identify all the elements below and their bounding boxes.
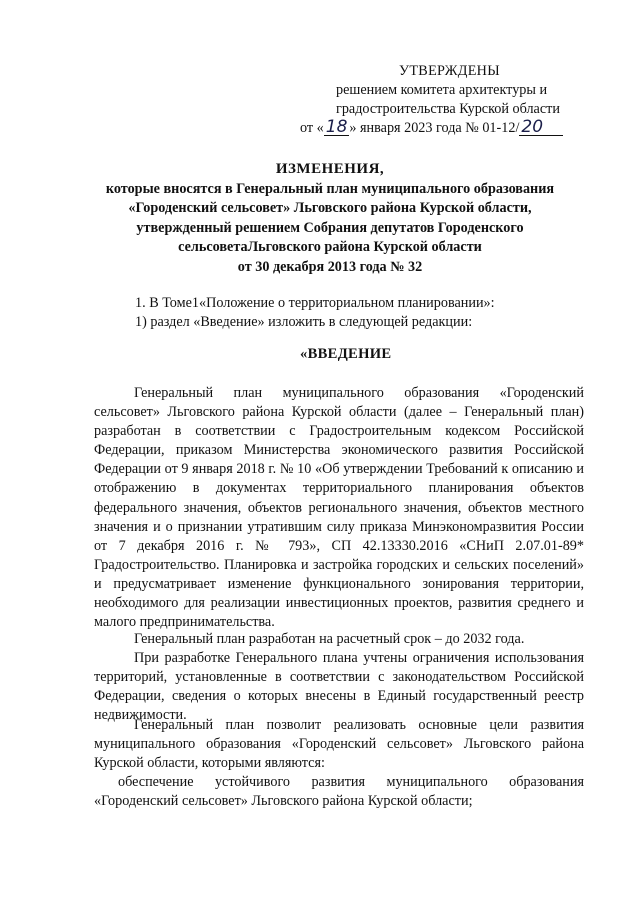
paragraph-3: При разработке Генерального плана учтены ограничения использования территорий, установленные в соответствии с законодательством Российской Федерации, сведения о которых внесены в Единый государственный реестр недвижимости. [94,650,584,724]
heading-line-1: которые вносятся в Генеральный план муниципального образования [105,180,555,197]
list-item-2: 1) раздел «Введение» изложить в следующей редакции: [135,314,473,330]
document-heading [70,160,590,278]
paragraph-2: Генеральный план разработан на расчетный срок – до 2032 года. [134,631,525,647]
approval-date-line [300,119,600,138]
handwritten-day: 18 [325,117,348,137]
heading-line-2: «Городенский сельсовет» Льговского района Курской области, [128,200,532,217]
approval-line-2: градостроительства Курской области [336,101,560,117]
approval-line-1: решением комитета архитектуры и [336,82,548,98]
paragraph-1: Генеральный план муниципального образования «Городенский сельсовет» Льговского района Курской области (далее – Генеральный план) разработан в соответствии с Градостроительным кодексом Российской Федерации, приказом Министерства экономического развития Российской Федерации от 9 января 2018 г. № 10 «Об утверждении Требований к описанию и отображению в документах территориального планирования объектов федерального значения, объектов регионального значения, объектов местного значения и о признании утратившим силу приказа Минэкономразвития России от 7 декабря 2016 г. № 793», СП 42.13330.2016 «СНиП 2.07.01-89* Градостроительство. Планировка и застройка городских и сельских поселений» и предусматривает изменение функционального зонирования территории, необходимого для реализации инвестиционных проектов, развития среднего и малого предпринимательства. [94,385,584,631]
section-title: «ВВЕДЕНИЕ [300,346,392,362]
approval-title: УТВЕРЖДЕНЫ [399,63,500,79]
approval-date-prefix: от « [300,120,324,136]
approval-date-middle: » января 2023 года № 01-12/ [349,120,520,136]
heading-line-3: утвержденный решением Собрания депутатов Городенского [136,219,524,236]
paragraph-5: обеспечение устойчивого развития муниципального образования «Городенский сельсовет» Льговского района Курской области; [94,774,584,810]
heading-line-4: сельсоветаЛьговского района Курской области [178,239,482,256]
heading-title: ИЗМЕНЕНИЯ, [275,161,385,177]
approval-stamp [300,62,600,138]
paragraph-4: Генеральный план позволит реализовать основные цели развития муниципального образования «Городенский сельсовет» Льговского района Курской области, которыми являются: [94,717,584,772]
list-item-1: 1. В Томе1«Положение о территориальном планировании»: [135,295,495,311]
heading-line-5: от 30 декабря 2013 года № 32 [237,258,423,275]
handwritten-number: 20 [519,120,563,136]
